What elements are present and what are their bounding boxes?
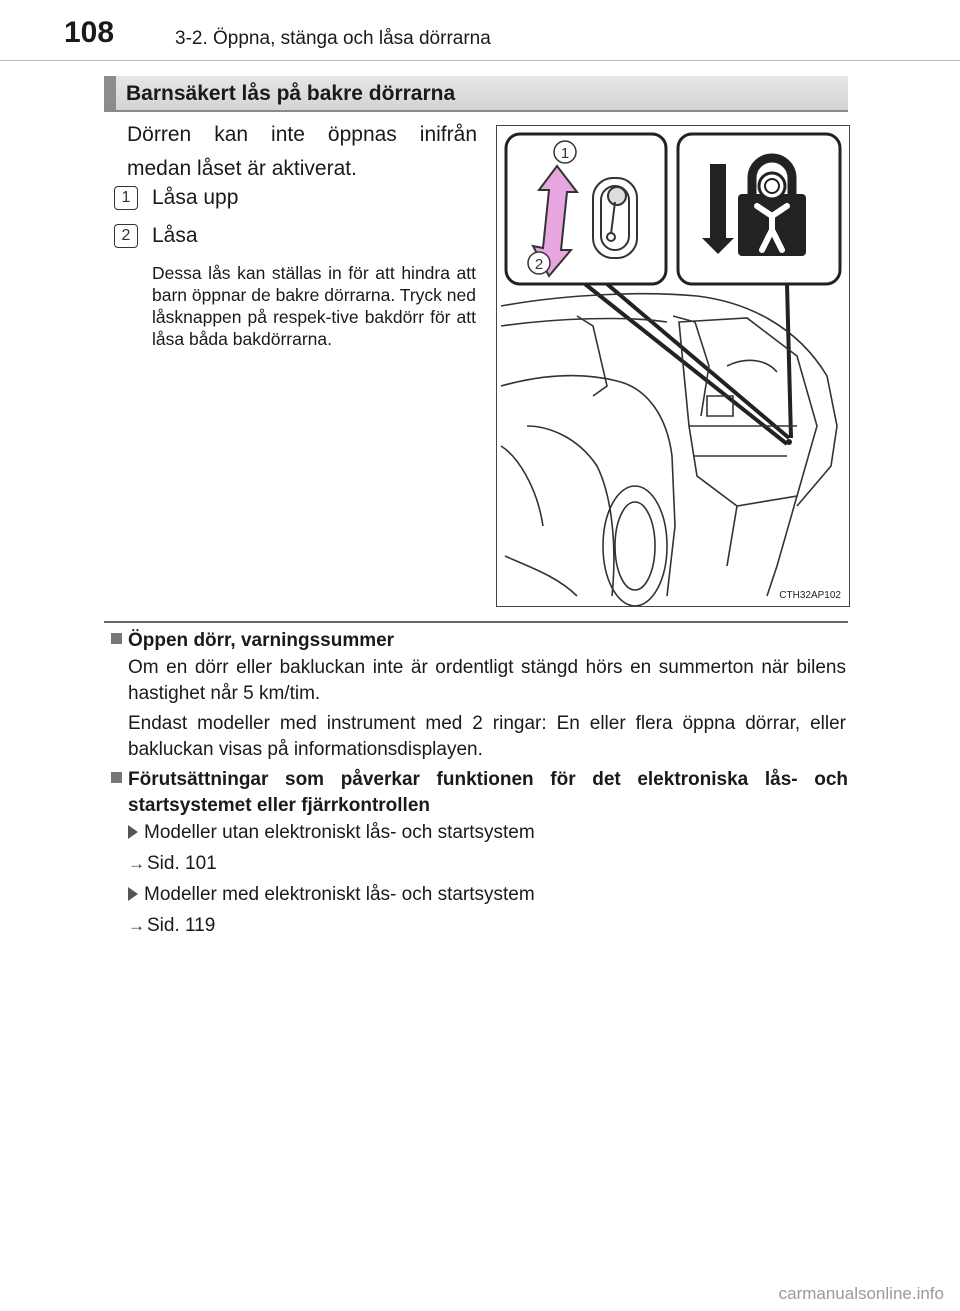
watermark: carmanualsonline.info [778, 1284, 944, 1303]
badge-1: 1 [114, 186, 138, 210]
bullet-text: Modeller med elektroniskt lås- och startsystem [144, 884, 535, 905]
down-arrow-shaft [710, 164, 726, 240]
callout-1-label: 1 [560, 145, 570, 162]
subheading-conditions [111, 767, 848, 819]
lever-knob [608, 187, 626, 205]
badge-2: 2 [114, 224, 138, 248]
item-unlock [114, 186, 238, 210]
ref-text: Sid. 101 [147, 853, 217, 874]
reference-arrow-icon: → [128, 854, 145, 873]
intro-text: Dörren kan inte öppnas inifrån medan låset är aktiverat. [127, 123, 477, 180]
item-label: Låsa upp [152, 186, 239, 209]
page-ref-101[interactable] [128, 853, 217, 875]
ref-text: Sid. 119 [147, 915, 216, 936]
triangle-bullet-icon [128, 887, 138, 901]
section-accent [104, 76, 116, 110]
bullet-with-smart-key [128, 884, 535, 906]
header-divider [0, 60, 960, 61]
child-lock-illustration [496, 125, 850, 607]
item-lock [114, 224, 198, 248]
section-title: Barnsäkert lås på bakre dörrarna [126, 82, 456, 105]
triangle-bullet-icon [128, 825, 138, 839]
subheading-door-warning [111, 628, 848, 654]
bullet-without-smart-key [128, 822, 535, 844]
callout-2-label: 2 [534, 256, 544, 273]
paragraph-display: Endast modeller med instrument med 2 ringar: En eller flera öppna dörrar, eller bakluckan visas på informationsdisplayen. [128, 713, 846, 760]
section-divider [104, 621, 848, 623]
page-number: 108 [64, 16, 115, 49]
square-bullet-icon [111, 633, 122, 644]
subheading-text: Förutsättningar som påverkar funktionen för det elektroniska lås- och startsystemet eller fjärrkontrollen [128, 769, 848, 816]
subheading-text: Öppen dörr, varningssummer [128, 630, 395, 651]
paragraph-buzzer: Om en dörr eller bakluckan inte är ordentligt stängd hörs en summerton när bilens hastighet når 5 km/tim. [128, 657, 846, 704]
item-label: Låsa [152, 224, 198, 247]
chapter-title: 3-2. Öppna, stänga och låsa dörrarna [175, 28, 491, 49]
square-bullet-icon [111, 772, 122, 783]
page-ref-119[interactable] [128, 915, 215, 937]
reference-arrow-icon: → [128, 916, 145, 935]
section-heading-bar [104, 76, 848, 112]
note-text: Dessa lås kan ställas in för att hindra att barn öppnar de bakre dörrarna. Tryck ned låsknappen på respek-tive bakdörr för att låsa båda bakdörrarna. [152, 263, 476, 349]
figure-code: CTH32AP102 [779, 590, 841, 601]
illustration-svg [497, 126, 849, 606]
bullet-text: Modeller utan elektroniskt lås- och startsystem [144, 822, 535, 843]
